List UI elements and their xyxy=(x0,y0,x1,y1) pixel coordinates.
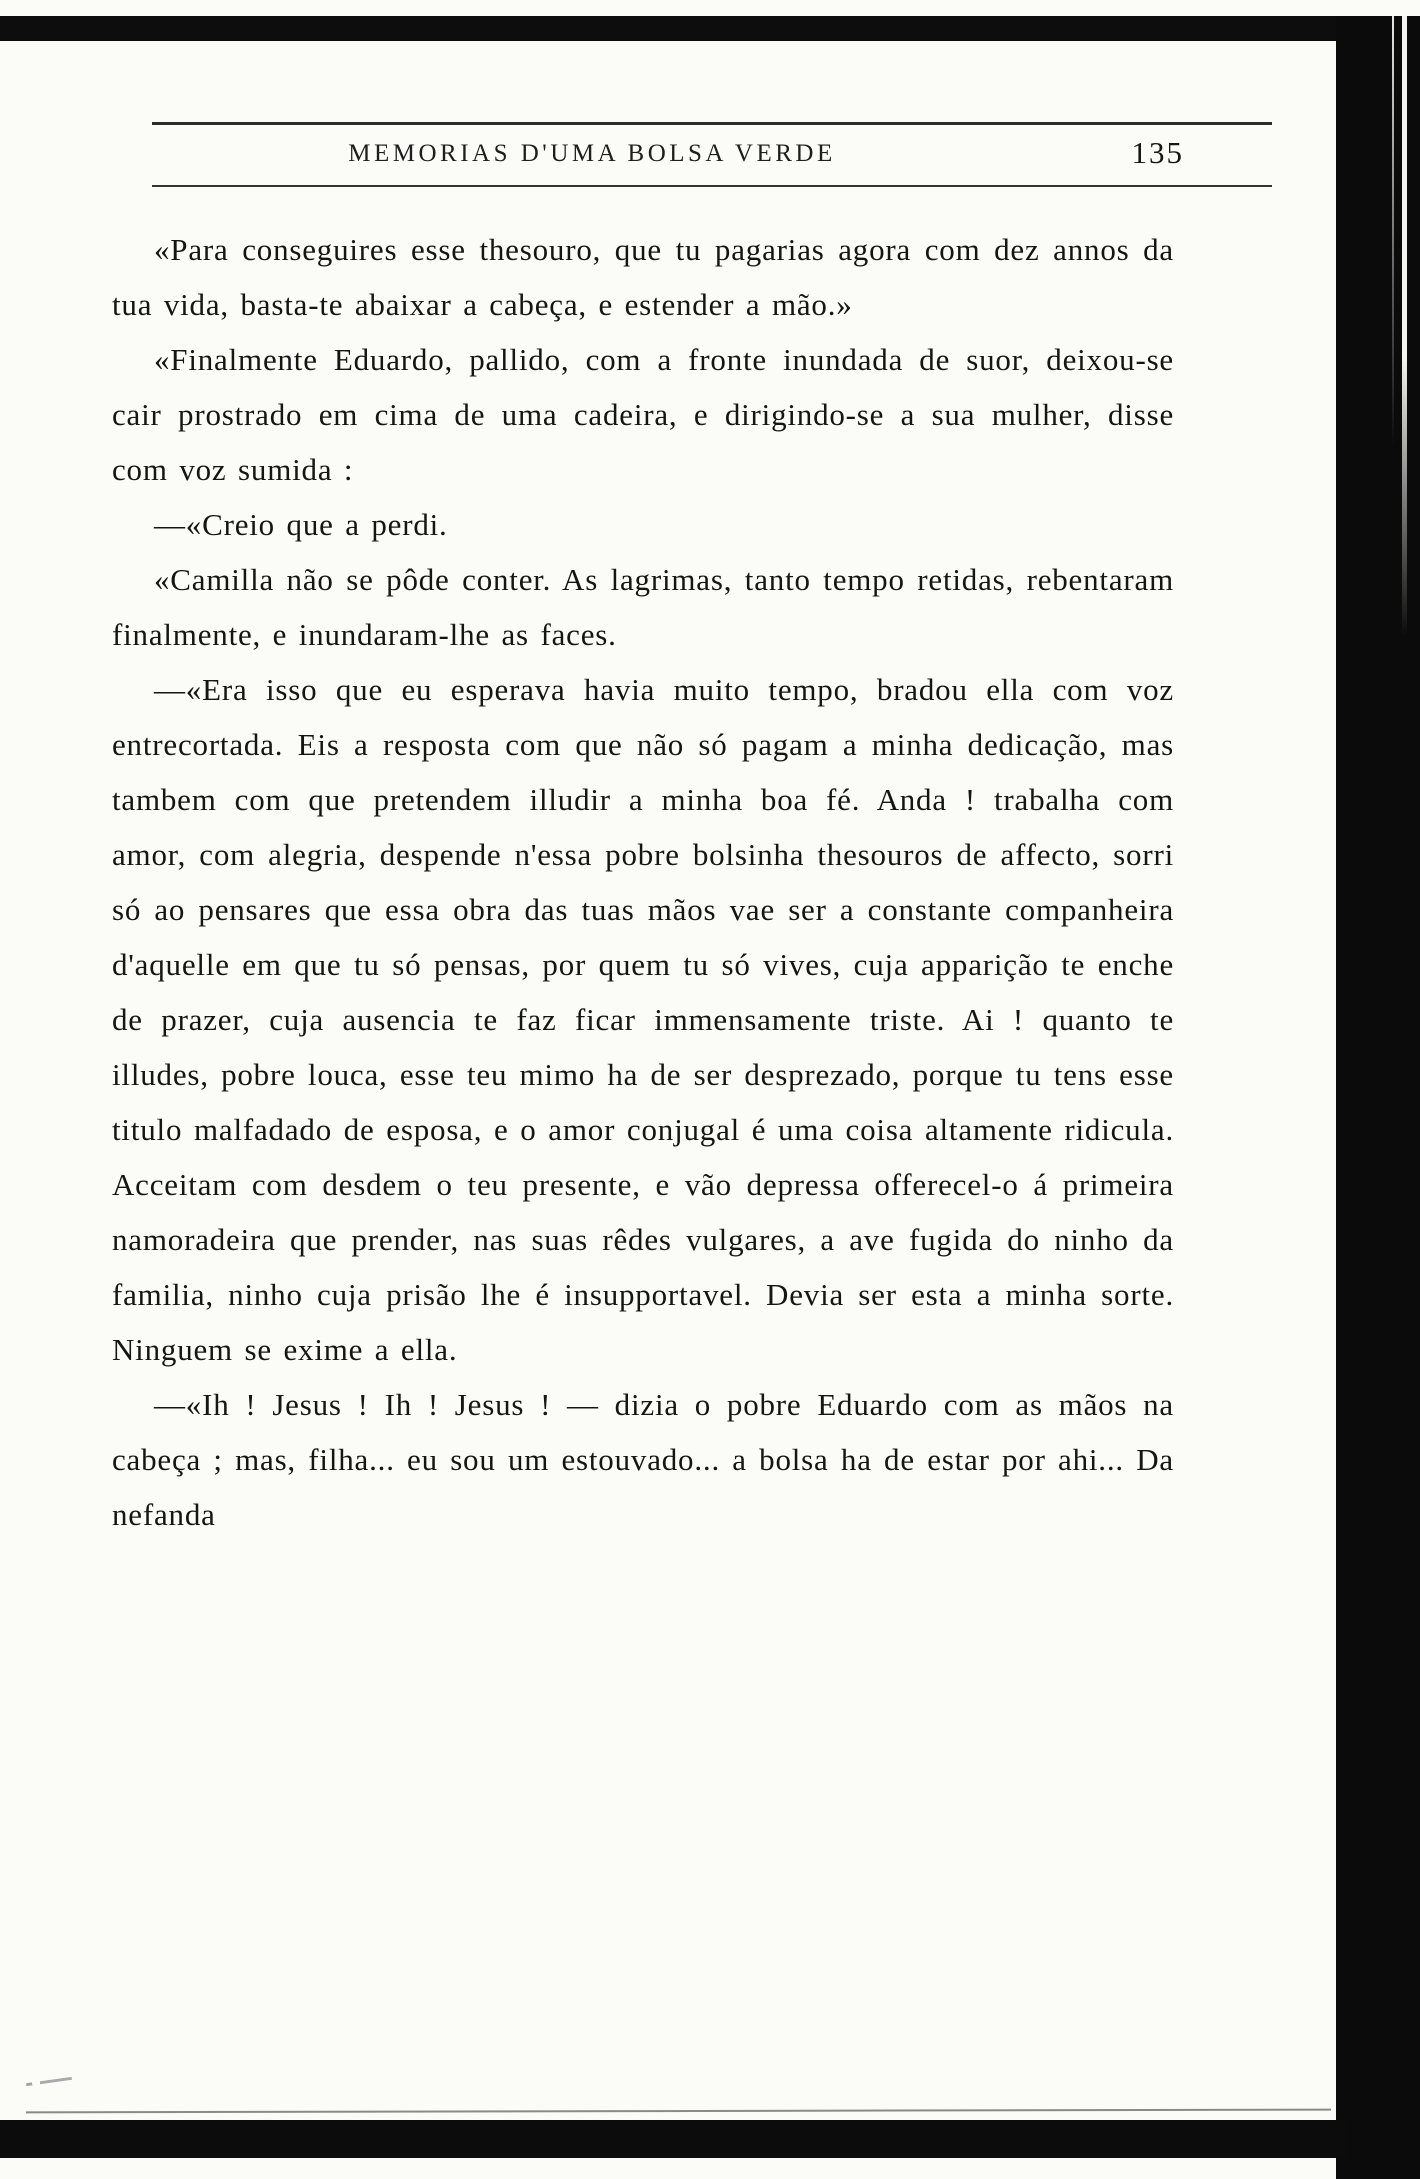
scan-bottom-hairline xyxy=(26,2109,1331,2114)
book-binding-edge xyxy=(1336,16,1420,2179)
paragraph-3: —«Creio que a perdi. xyxy=(154,507,448,542)
paragraph-1: «Para conseguires esse thesouro, que tu pagarias agora com dez annos da tua vida, basta-te abaixar a cabeça, e estender a mão.» xyxy=(112,232,1174,322)
page-number: 135 xyxy=(1131,135,1184,170)
scan-bottom-border xyxy=(0,2120,1346,2158)
page-header xyxy=(152,122,1272,187)
paragraph-2: «Finalmente Eduardo, pallido, com a fronte inundada de suor, deixou-se cair prostrado em cima de uma cadeira, e dirigindo-se a sua mulher, disse com voz sumida : xyxy=(112,342,1174,487)
binding-highlight-stripe-thin xyxy=(1392,16,1394,446)
paragraph-4: «Camilla não se pôde conter. As lagrimas, tanto tempo retidas, rebentaram finalmente, e inundaram-lhe as faces. xyxy=(112,562,1174,652)
header-rule-bottom xyxy=(152,185,1272,187)
scan-top-border xyxy=(0,16,1420,41)
page-body xyxy=(112,222,1174,1542)
running-title: MEMORIAS D'UMA BOLSA VERDE xyxy=(348,140,836,167)
paragraph-6: —«Ih ! Jesus ! Ih ! Jesus ! — dizia o pobre Eduardo com as mãos na cabeça ; mas, filha... eu sou um estouvado... a bolsa ha de estar por ahi... Da nefanda xyxy=(112,1387,1174,1532)
header-row xyxy=(152,125,1272,185)
binding-highlight-stripe xyxy=(1402,16,1407,636)
paragraph-5: —«Era isso que eu esperava havia muito tempo, bradou ella com voz entrecortada. Eis a resposta com que não só pagam a minha dedicação, mas tambem com que pretendem illudir a minha boa fé. Anda ! trabalha com amor, com alegria, despende n'essa pobre bolsinha thesouros de affecto, sorri só ao pensares que essa obra das tuas mãos vae ser a constante companheira d'aquelle em que tu só pensas, por quem tu só vives, cuja apparição te enche de prazer, cuja ausencia te faz ficar immensamente triste. Ai ! quanto te illudes, pobre louca, esse teu mimo ha de ser desprezado, porque tu tens esse titulo malfadado de esposa, e o amor conjugal é uma coisa altamente ridicula. Acceitam com desdem o teu presente, e vão depressa offerecel-o á primeira namoradeira que prender, nas suas rêdes vulgares, a ave fugida do ninho da familia, ninho cuja prisão lhe é insupportavel. Devia ser esta a minha sorte. Ninguem se exime a ella. xyxy=(112,672,1174,1367)
margin-pencil-mark xyxy=(26,2077,72,2086)
